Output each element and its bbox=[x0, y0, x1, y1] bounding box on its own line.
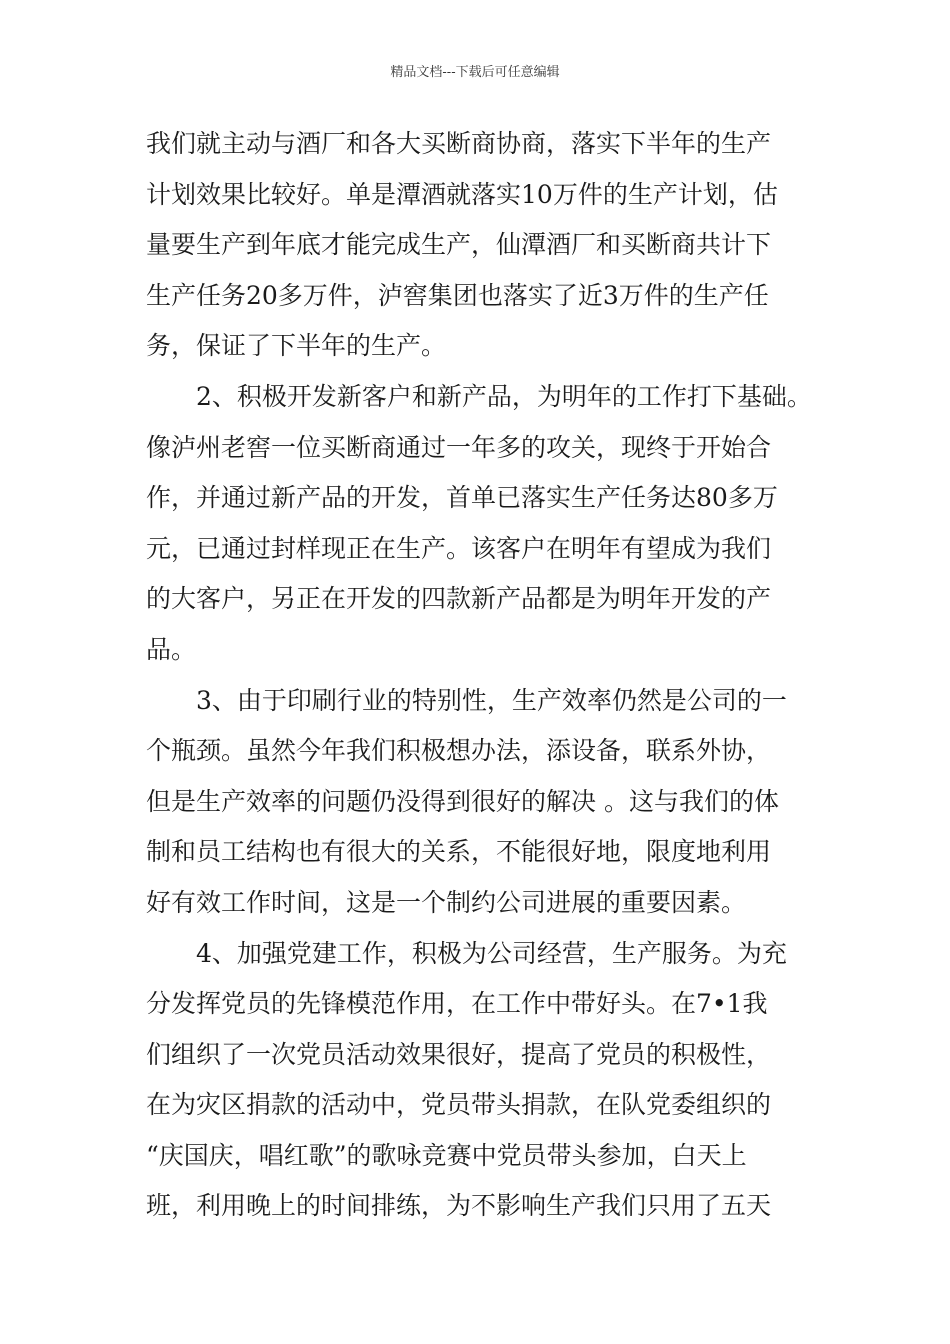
text-line: 品。 bbox=[146, 634, 197, 664]
text-line: 的大客户，另正在开发的四款新产品都是为明年开发的产 bbox=[146, 584, 772, 614]
text-line: 计划效果比较好。单是潭酒就落实10万件的生产计划，估 bbox=[146, 179, 778, 209]
text-line: 务，保证了下半年的生产。 bbox=[146, 331, 447, 361]
document-body bbox=[146, 126, 826, 1239]
text-line: “庆国庆，唱红歌”的歌咏竞赛中党员带头参加，白天上 bbox=[146, 1140, 747, 1170]
text-line: 我们就主动与酒厂和各大买断商协商，落实下半年的生产 bbox=[146, 129, 772, 158]
text-line: 但是生产效率的问题仍没得到很好的解决 。这与我们的体 bbox=[146, 786, 779, 816]
text-line: 在为灾区捐款的活动中，党员带头捐款，在队党委组织的 bbox=[146, 1090, 772, 1120]
text-line: 元，已通过封样现正在生产。该客户在明年有望成为我们 bbox=[146, 533, 772, 563]
text-line: 作，并通过新产品的开发，首单已落实生产任务达80多万 bbox=[146, 483, 778, 513]
paragraph-first-line: 3、由于印刷行业的特别性，生产效率仍然是公司的一 bbox=[196, 685, 787, 715]
text-line: 班，利用晚上的时间排练，为不影响生产我们只用了五天 bbox=[146, 1191, 772, 1221]
text-line: 量要生产到年底才能完成生产，仙潭酒厂和买断商共计下 bbox=[146, 230, 772, 260]
text-line: 像泸州老窖一位买断商通过一年多的攻关，现终于开始合 bbox=[146, 432, 772, 462]
text-line: 生产任务20多万件，泸窖集团也落实了近3万件的生产任 bbox=[146, 280, 769, 310]
text-line: 好有效工作时间，这是一个制约公司进展的重要因素。 bbox=[146, 887, 747, 917]
text-line: 们组织了一次党员活动效果很好，提高了党员的积极性， bbox=[146, 1039, 772, 1069]
text-line: 分发挥党员的先锋模范作用，在工作中带好头。在7•1我 bbox=[146, 989, 768, 1019]
text-line: 个瓶颈。虽然今年我们积极想办法，添设备，联系外协， bbox=[146, 736, 772, 766]
text-line: 制和员工结构也有很大的关系，不能很好地，限度地利用 bbox=[146, 837, 772, 867]
page-header: 精品文档---下载后可任意编辑 bbox=[390, 65, 560, 80]
paragraph-first-line: 2、积极开发新客户和新产品，为明年的工作打下基础。 bbox=[196, 381, 812, 411]
paragraph-first-line: 4、加强党建工作，积极为公司经营，生产服务。为充 bbox=[196, 938, 787, 968]
